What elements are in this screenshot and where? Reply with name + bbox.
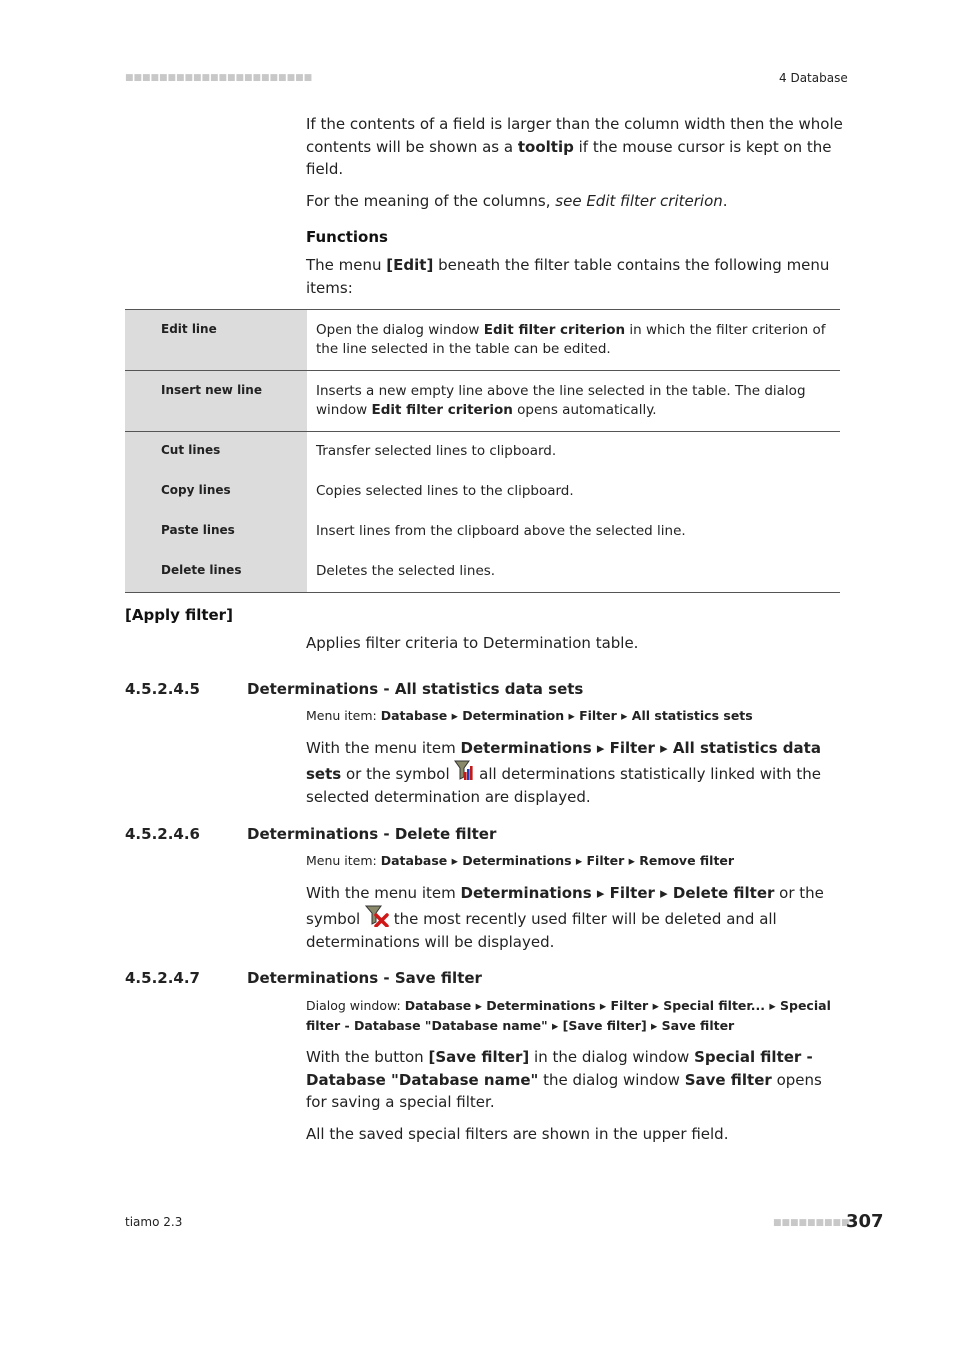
table-row: [125, 552, 840, 592]
menu-item-label: Cut lines: [125, 432, 307, 472]
menu-item-description: Insert lines from the clipboard above the selected line.: [316, 523, 686, 539]
table-row: [125, 310, 840, 371]
dialog-path: Dialog window: Database ▸ Determinations ▸ Filter ▸ Special filter... ▸ Special filter - Database "Database name" ▸ [Save filter] ▸ Save filter: [306, 998, 831, 1033]
section-title: Determinations - Delete filter: [247, 825, 497, 843]
menu-item-description: Transfer selected lines to clipboard.: [316, 443, 557, 459]
product-name: tiamo 2.3: [125, 1215, 183, 1229]
section-number: 4.5.2.4.5: [125, 680, 200, 698]
menu-item-label: Copy lines: [125, 472, 307, 512]
section-paragraph: With the button [Save filter] in the dialog window Special filter - Database "Database name" the dialog window Save filter opens for saving a special filter. All the saved special filters are shown in the upper field.: [306, 1046, 846, 1145]
saved-filters-note: All the saved special filters are shown in the upper field.: [306, 1124, 729, 1143]
apply-filter-text: Applies filter criteria to Determination table.: [306, 634, 639, 652]
intro-block: [306, 113, 846, 212]
intro-paragraph: If the contents of a field is larger than the column width then the whole contents will be shown as a tooltip if the mouse cursor is kept on the field.: [306, 115, 843, 178]
functions-paragraph: The menu [Edit] beneath the filter table contains the following menu items:: [306, 256, 830, 297]
chapter-title: 4 Database: [779, 71, 848, 85]
delete-filter-icon: [365, 905, 389, 927]
menu-item-description: Deletes the selected lines.: [316, 563, 496, 579]
apply-filter-heading: [Apply filter]: [125, 606, 233, 624]
menu-item-label: Paste lines: [125, 512, 307, 552]
edit-menu-table: [125, 309, 840, 593]
section-number: 4.5.2.4.6: [125, 825, 200, 843]
page-number: 307: [846, 1211, 884, 1232]
menu-item-description: Open the dialog window Edit filter criterion in which the filter criterion of the line selected in the table can be edited.: [316, 322, 826, 357]
footer-decoration: ■■■■■■■■■: [773, 1218, 850, 1228]
menu-item-label: Edit line: [125, 310, 307, 370]
table-row: [125, 472, 840, 512]
menu-path: Menu item: Database ▸ Determination ▸ Filter ▸ All statistics sets: [306, 708, 753, 723]
cross-reference-link[interactable]: see Edit filter criterion: [555, 191, 723, 210]
header-decoration: ■■■■■■■■■■■■■■■■■■■■■■: [125, 73, 313, 83]
section-title: Determinations - Save filter: [247, 969, 482, 987]
functions-heading: Functions: [306, 228, 388, 246]
menu-item-description: Copies selected lines to the clipboard.: [316, 483, 574, 499]
table-row-group: [125, 432, 840, 593]
menu-item-description: Inserts a new empty line above the line selected in the table. The dialog window Edit filter criterion opens automatically.: [316, 383, 806, 418]
menu-path: Menu item: Database ▸ Determinations ▸ Filter ▸ Remove filter: [306, 853, 735, 868]
statistics-filter-icon: [454, 760, 474, 780]
table-row: [125, 512, 840, 552]
section-paragraph: With the menu item Determinations ▸ Filter ▸ All statistics data sets or the symbol all determinations statistically linked with the selected determination are displayed.: [306, 739, 821, 806]
table-row: [125, 371, 840, 432]
table-row: [125, 432, 840, 472]
menu-item-label: Insert new line: [125, 371, 307, 431]
section-number: 4.5.2.4.7: [125, 969, 200, 987]
menu-item-label: Delete lines: [125, 552, 307, 592]
columns-reference-paragraph: For the meaning of the columns, see Edit filter criterion.: [306, 191, 728, 210]
section-paragraph: With the menu item Determinations ▸ Filter ▸ Delete filter or the symbol the most recently used filter will be deleted and all determinations will be displayed.: [306, 884, 824, 951]
section-title: Determinations - All statistics data sets: [247, 680, 584, 698]
